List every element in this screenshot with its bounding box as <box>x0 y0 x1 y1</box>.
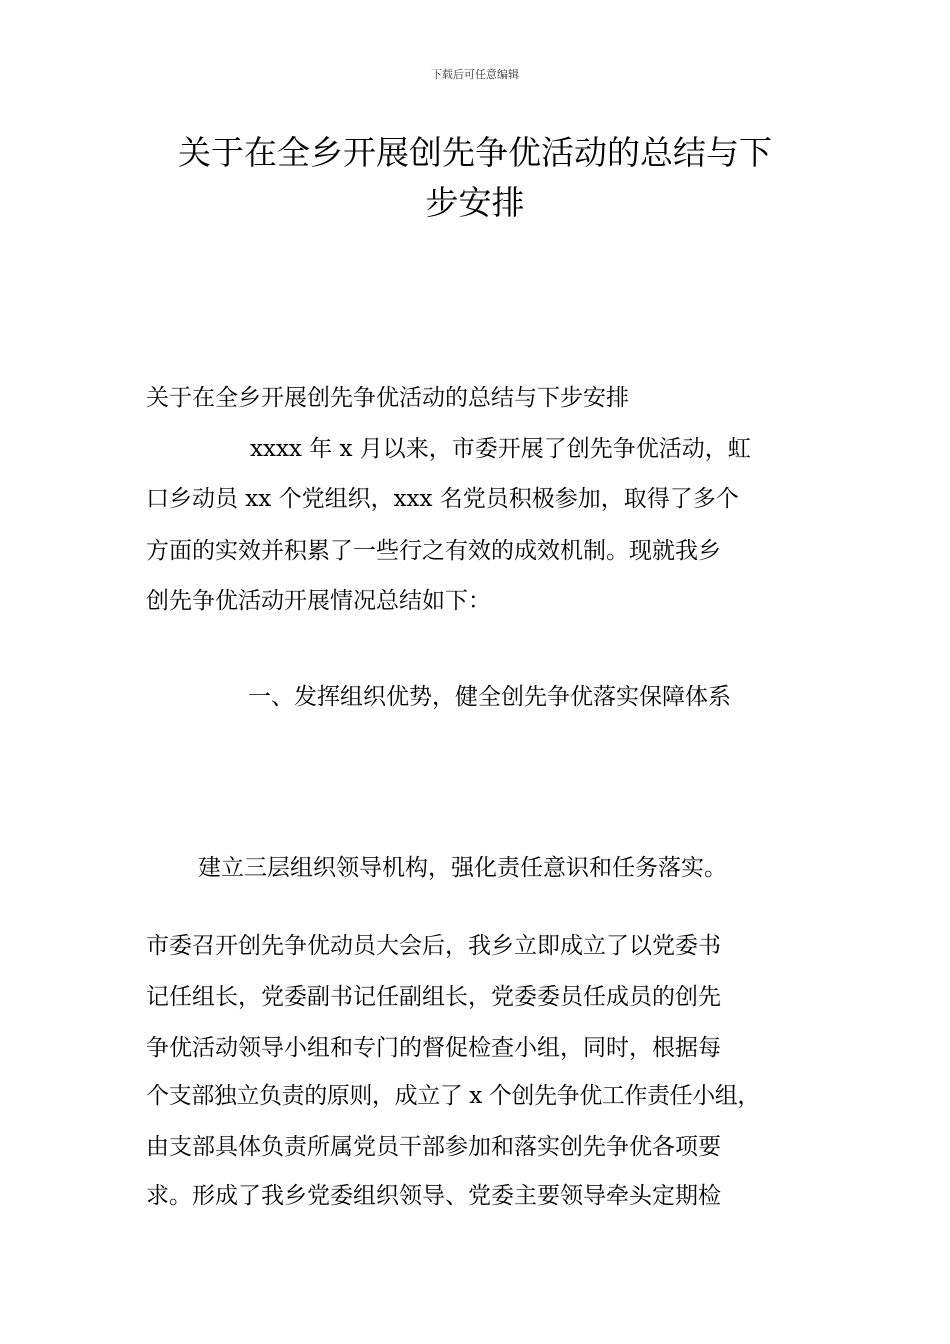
section-1-line-6: 由支部具体负责所属党员干部参加和落实创先争优各项要 <box>146 1134 721 1160</box>
intro-subtitle: 关于在全乡开展创先争优活动的总结与下步安排 <box>146 385 629 411</box>
document-title <box>0 128 950 228</box>
document-title-line-2: 步安排 <box>425 183 525 222</box>
intro-line-2: 口乡动员 xx 个党组织，xxx 名党员积极参加，取得了多个 <box>146 486 739 512</box>
section-1-line-1: 建立三层组织领导机构，强化责任意识和任务落实。 <box>198 855 727 881</box>
intro-line-4: 创先争优活动开展情况总结如下： <box>146 588 491 614</box>
section-1-line-4: 争优活动领导小组和专门的督促检查小组，同时，根据每 <box>146 1035 721 1061</box>
section-1-heading: 一、发挥组织优势，健全创先争优落实保障体系 <box>248 684 731 710</box>
section-1-line-5: 个支部独立负责的原则，成立了 x 个创先争优工作责任小组， <box>146 1083 760 1109</box>
section-1-line-7: 求。形成了我乡党委组织领导、党委主要领导牵头定期检 <box>146 1183 721 1209</box>
intro-line-1: xxxx 年 x 月以来，市委开展了创先争优活动，虹 <box>250 436 751 462</box>
section-1-line-3: 记任组长，党委副书记任副组长，党委委员任成员的创先 <box>146 984 721 1010</box>
header-note: 下载后可任意编辑 <box>431 68 519 81</box>
section-1-line-2: 市委召开创先争优动员大会后，我乡立即成立了以党委书 <box>146 933 721 959</box>
document-title-line-1: 关于在全乡开展创先争优活动的总结与下 <box>178 133 772 172</box>
intro-line-3: 方面的实效并积累了一些行之有效的成效机制。现就我乡 <box>146 538 721 564</box>
